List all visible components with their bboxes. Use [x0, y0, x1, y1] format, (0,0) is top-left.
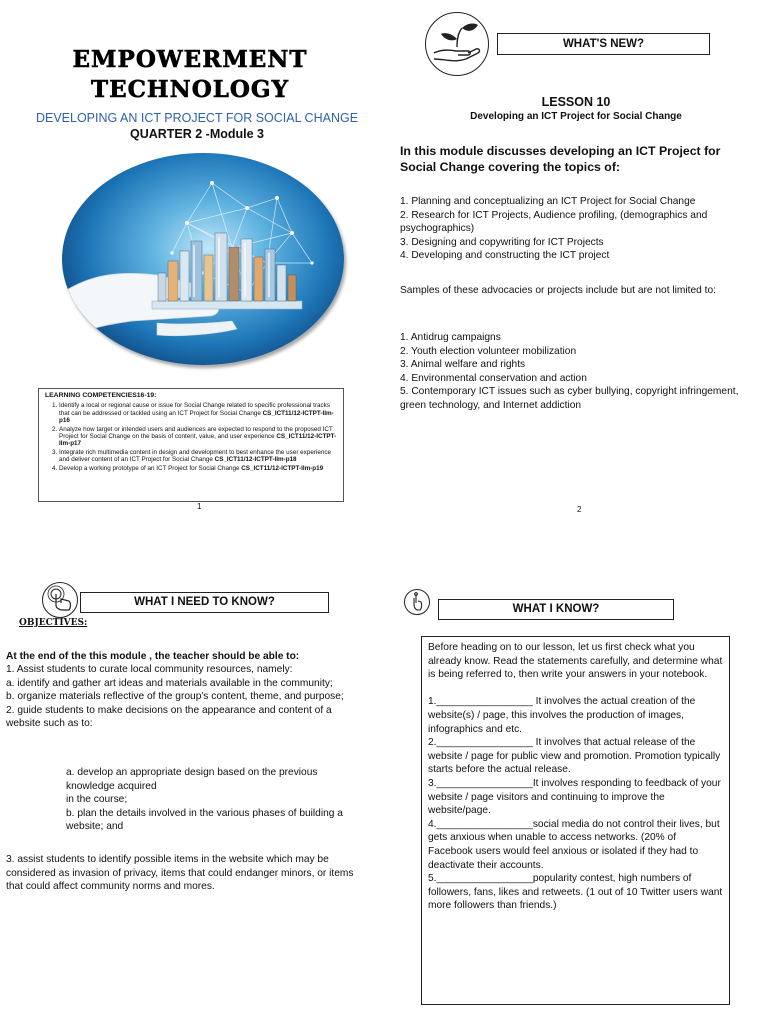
learning-competencies-box [38, 388, 344, 502]
whats-new-header: WHAT'S NEW? [497, 33, 710, 55]
pretest-item: 3._________________It involves responding to feedback of your website / page visitors and continuing to improve the website/page. [428, 777, 721, 817]
module-intro: In this module discusses developing an ICT Project for Social Change covering the topics of: [400, 144, 721, 174]
list-item: 4. Environmental conservation and action [400, 372, 587, 384]
list-item: 1. Planning and conceptualizing an ICT Project for Social Change [400, 196, 696, 207]
objectives-list [6, 663, 368, 731]
list-item: a. identify and gather art ideas and materials available in the community; [6, 677, 333, 689]
page-number: 2 [577, 505, 582, 514]
list-item: 5. Contemporary ICT issues such as cyber bullying, copyright infringement, green technology, and Internet addiction [400, 386, 739, 411]
pointing-hand-icon [404, 589, 430, 615]
list-item: 3. Designing and copywriting for ICT Projects [400, 236, 604, 248]
samples-list [400, 331, 755, 413]
pretest-box [421, 636, 730, 1005]
cover-title-line2: TECHNOLOGY [90, 76, 289, 103]
cover-title-line1: EMPOWERMENT [72, 46, 308, 73]
competency-item: 1. Identify a local or regional cause or issue for Social Change related to specific professional tracks that can be addressed or tackled using an ICT Project for Social Change CS_ICT11/12-ICTPT-IIm-p16 [59, 402, 337, 424]
objectives-label: OBJECTIVES: [19, 618, 88, 628]
plant-hand-icon [425, 12, 489, 76]
list-item: 2. Research for ICT Projects, Audience profiling, (demographics and psychographics) [400, 209, 708, 235]
touch-hand-icon [42, 582, 78, 618]
lesson-number: LESSON 10 [541, 95, 611, 109]
list-item: in the course; [66, 794, 128, 806]
page-number: 1 [197, 502, 202, 511]
list-item: 1. Antidrug campaigns [400, 332, 501, 343]
competency-item: 2. Analyze how target or intended users and audiences are expected to respond to the proposed ICT Project for Social Change on the basis of content, value, and user experience CS_ICT11/12-ICTPT-IIm-p17 [59, 426, 337, 448]
cover-quarter: QUARTER 2 -Module 3 [129, 127, 265, 141]
whats-new-page [384, 0, 768, 520]
pretest-item: 1._________________ It involves the actual creation of the website(s) / page, this involves the production of images, infographics and etc. [428, 696, 696, 735]
cover-illustration [62, 153, 344, 365]
pretest-item: 5._________________popularity contest, high numbers of followers, fans, likes and retweets. (1 out of 10 Twitter users want more followers than friends.) [428, 873, 723, 912]
competencies-list [45, 402, 337, 472]
objective-3: 3. assist students to identify possible items in the website which may be considered as invasion of privacy, items that could endanger minors, or items that could affect community norms and mores. [6, 854, 354, 893]
competency-item: 4. Develop a working prototype of an ICT Project for Social Change CS_ICT11/12-ICTPT-IIm-p19 [59, 465, 337, 472]
what-i-need-to-know-header: WHAT I NEED TO KNOW? [80, 592, 329, 613]
list-item: 3. Animal welfare and rights [400, 359, 526, 371]
topics-list [400, 195, 755, 263]
pretest-item: 2._________________ It involves that actual release of the website / page for public view and promotion. Promotion typically starts before the actual release. [428, 737, 721, 776]
list-item: 2. Youth election volunteer mobilization [400, 345, 577, 357]
list-item: a. develop an appropriate design based on the previous knowledge acquired [66, 767, 318, 792]
competencies-heading: LEARNING COMPETENCIES16-19: [45, 392, 157, 399]
lesson-title: Developing an ICT Project for Social Change [470, 111, 682, 122]
list-item: 4. Developing and constructing the ICT project [400, 250, 610, 262]
objectives-sublist [66, 766, 368, 834]
hand-city-network-image [62, 153, 344, 365]
competency-item: 3. Integrate rich multimedia content in design and development to best enhance the user experience and deliver content of an ICT Project for Social Change CS_ICT11/12-ICTPT-IIm-p18 [59, 449, 337, 464]
pretest-intro: Before heading on to our lesson, let us first check what you already know. Read the statements carefully, and determine what is being referred to, then write your answers in your notebook. [428, 642, 723, 681]
what-i-need-to-know-page [0, 520, 384, 1024]
samples-intro: Samples of these advocacies or projects include but are not limited to: [400, 285, 716, 296]
list-item: 1. Assist students to curate local community resources, namely: [6, 664, 293, 675]
list-item: 2. guide students to make decisions on the appearance and content of a website such as to: [6, 704, 332, 730]
pretest-item: 4._________________social media do not control their lives, but gets anxious when unable to access networks. (20% of Facebook users would feel anxious or isolated if they had to deactivate their accounts. [428, 818, 720, 871]
cover-page [0, 0, 384, 520]
what-i-know-header: WHAT I KNOW? [438, 599, 674, 620]
what-i-know-page [384, 520, 768, 1024]
cover-subtitle: DEVELOPING AN ICT PROJECT FOR SOCIAL CHANGE [35, 111, 359, 125]
list-item: b. organize materials reflective of the group's content, theme, and purpose; [6, 691, 344, 703]
list-item: b. plan the details involved in the various phases of building a website; and [66, 807, 343, 833]
objectives-lead: At the end of the this module , the teacher should be able to: [6, 651, 300, 662]
